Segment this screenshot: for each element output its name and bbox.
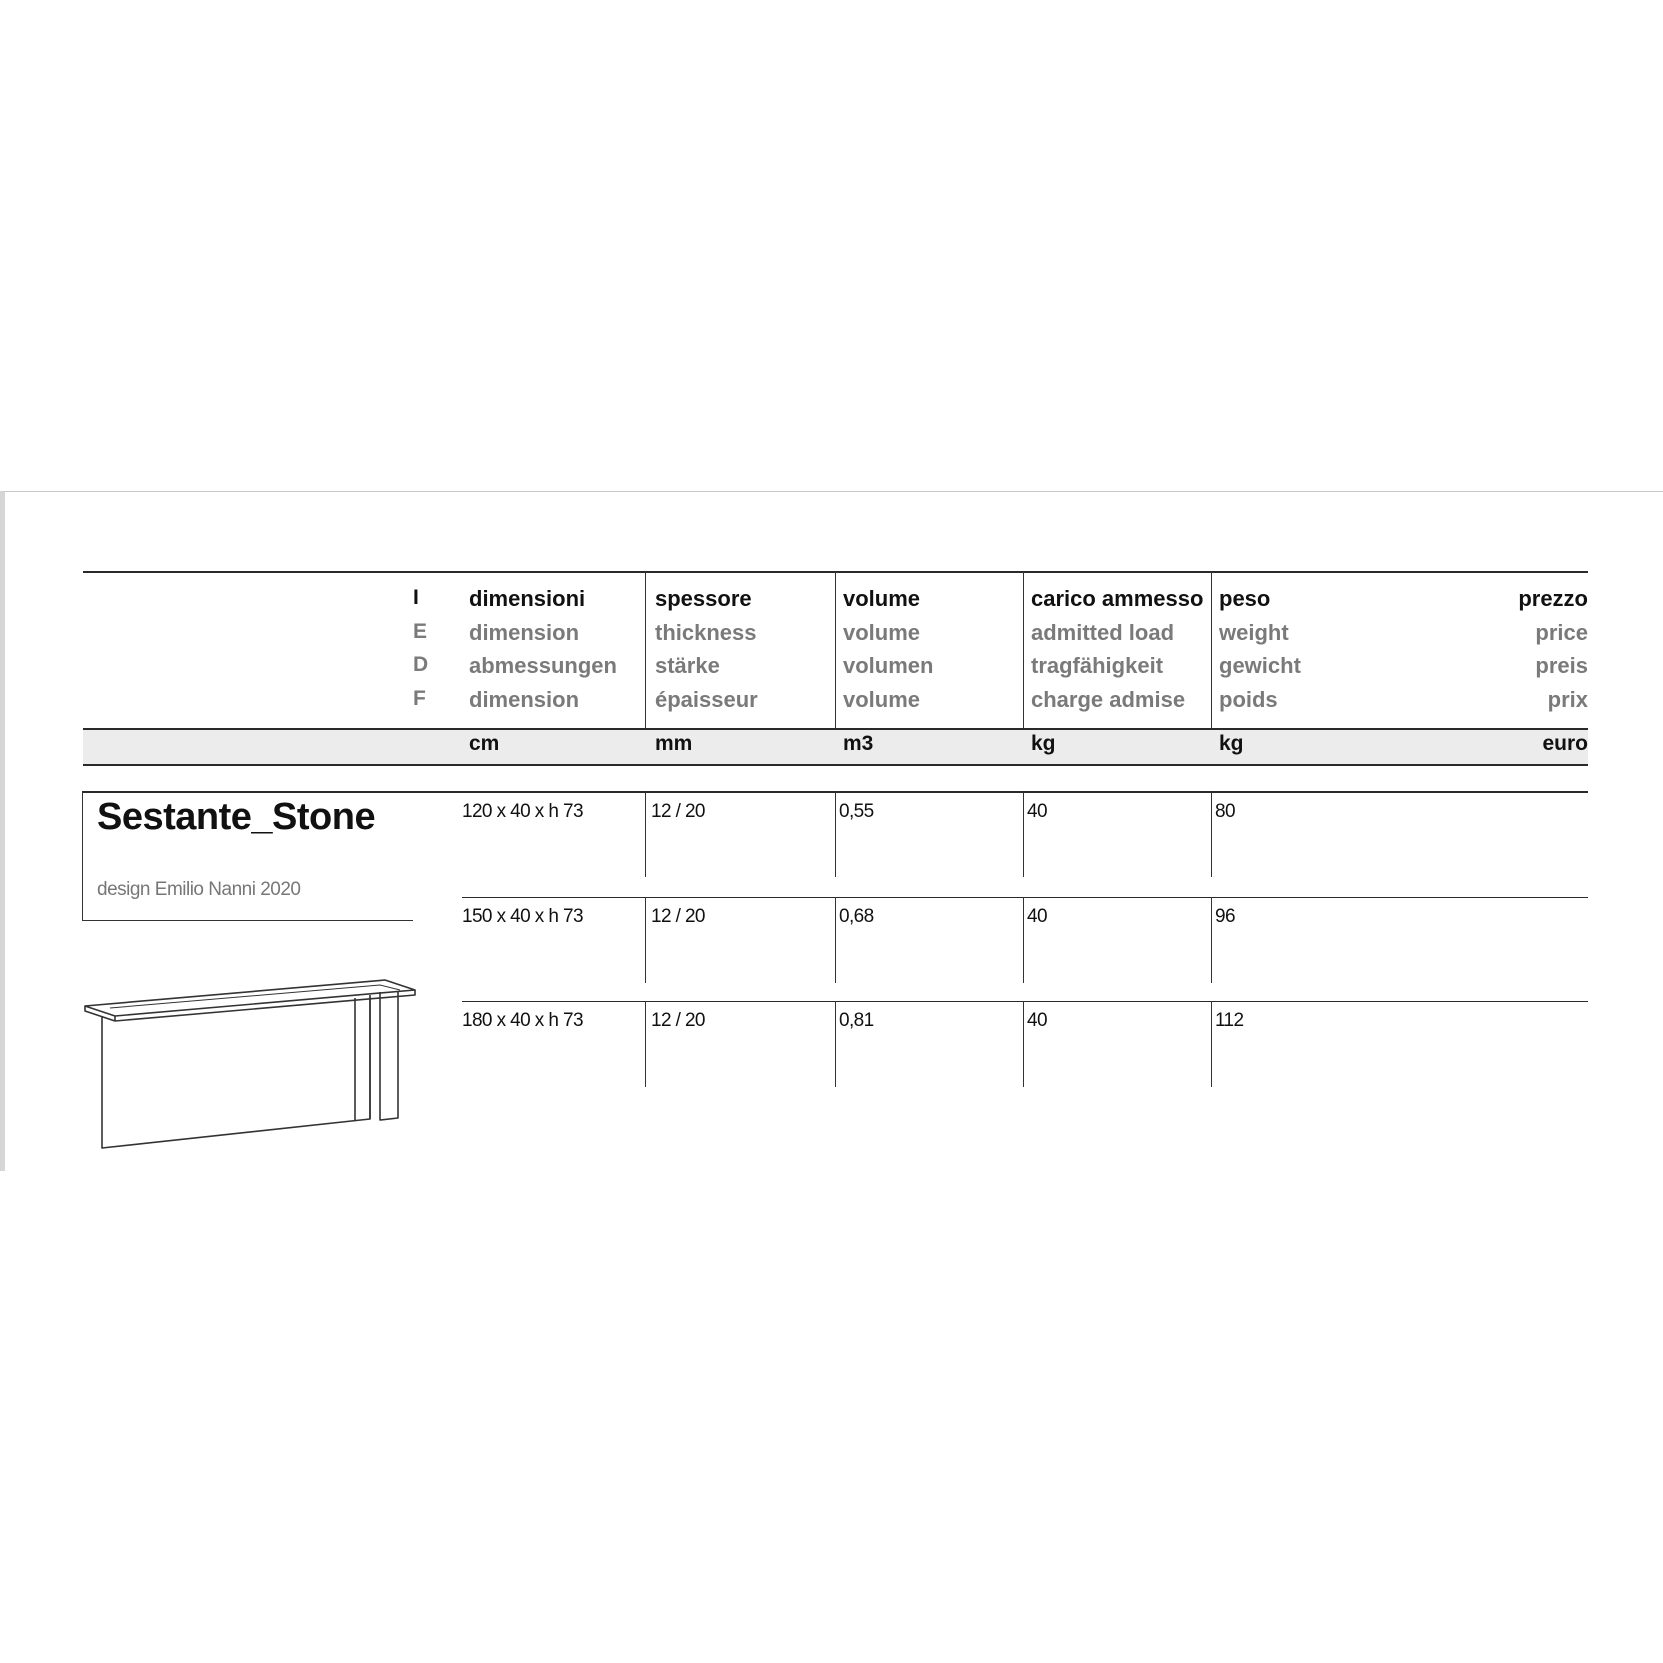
cell-load: 40 — [1027, 1010, 1047, 1031]
lang-code-d: D — [413, 653, 429, 676]
lang-code-i: I — [413, 586, 419, 609]
label-en: price — [1535, 619, 1588, 645]
lang-code-f: F — [413, 687, 426, 710]
header-divider — [1023, 571, 1024, 728]
row-divider — [1211, 791, 1212, 877]
label-en: weight — [1219, 619, 1289, 645]
row-divider — [645, 791, 646, 877]
header-divider — [835, 571, 836, 728]
label-en: thickness — [655, 619, 757, 645]
cell-weight: 96 — [1215, 906, 1235, 927]
unit-dimensions: cm — [469, 732, 500, 755]
units-bar — [83, 728, 1588, 766]
product-name: Sestante_Stone — [97, 796, 376, 838]
row-divider — [835, 897, 836, 983]
cell-volume: 0,55 — [839, 801, 874, 822]
label-de: gewicht — [1219, 653, 1301, 678]
label-de: preis — [1535, 653, 1588, 678]
label-en: admitted load — [1031, 619, 1175, 645]
row-divider — [645, 897, 646, 983]
label-en: volume — [843, 619, 921, 645]
label-it: dimensioni — [469, 586, 586, 611]
header-divider — [645, 571, 646, 728]
col-header-load — [1031, 582, 1203, 716]
label-it: carico ammesso — [1031, 586, 1204, 611]
label-fr: prix — [1547, 686, 1588, 712]
cell-dimensions: 150 x 40 x h 73 — [462, 906, 583, 927]
cell-weight: 80 — [1215, 801, 1235, 822]
console-table-drawing — [80, 970, 420, 1155]
label-fr: dimension — [469, 686, 580, 712]
cell-load: 40 — [1027, 906, 1047, 927]
unit-weight: kg — [1219, 732, 1244, 755]
cell-volume: 0,81 — [839, 1010, 874, 1031]
unit-thickness: mm — [655, 732, 693, 755]
row-divider — [835, 1001, 836, 1087]
cell-dimensions: 180 x 40 x h 73 — [462, 1010, 583, 1031]
label-fr: épaisseur — [655, 686, 758, 712]
row-divider — [1211, 1001, 1212, 1087]
row-divider — [1023, 1001, 1024, 1087]
designer-credit: design Emilio Nanni 2020 — [97, 879, 301, 900]
cell-thickness: 12 / 20 — [651, 1010, 705, 1031]
row-divider — [1023, 791, 1024, 877]
col-header-thickness — [655, 582, 758, 716]
row-rule — [413, 791, 1588, 793]
col-header-price — [1518, 582, 1588, 716]
label-fr: volume — [843, 686, 921, 712]
cell-dimensions: 120 x 40 x h 73 — [462, 801, 583, 822]
row-divider — [835, 791, 836, 877]
cell-thickness: 12 / 20 — [651, 906, 705, 927]
label-fr: charge admise — [1031, 686, 1186, 712]
unit-price: euro — [1542, 732, 1588, 755]
label-de: volumen — [843, 653, 934, 678]
unit-volume: m3 — [843, 732, 874, 755]
col-header-weight — [1219, 582, 1301, 716]
label-it: volume — [843, 586, 921, 611]
cell-thickness: 12 / 20 — [651, 801, 705, 822]
cell-load: 40 — [1027, 801, 1047, 822]
label-it: prezzo — [1518, 586, 1588, 611]
cell-weight: 112 — [1215, 1010, 1244, 1031]
header-divider — [1211, 571, 1212, 728]
row-divider — [645, 1001, 646, 1087]
row-rule — [462, 1001, 1588, 1002]
row-divider — [1023, 897, 1024, 983]
row-divider — [1211, 897, 1212, 983]
label-de: stärke — [655, 653, 720, 678]
cell-volume: 0,68 — [839, 906, 874, 927]
lang-code-e: E — [413, 620, 428, 643]
label-it: spessore — [655, 586, 752, 611]
col-header-volume — [843, 582, 933, 716]
unit-load: kg — [1031, 732, 1056, 755]
col-header-dimensions — [469, 582, 617, 716]
label-de: abmessungen — [469, 653, 617, 678]
label-en: dimension — [469, 619, 580, 645]
label-de: tragfähigkeit — [1031, 653, 1164, 678]
label-fr: poids — [1219, 686, 1278, 712]
row-rule — [462, 897, 1588, 898]
label-it: peso — [1219, 586, 1271, 611]
